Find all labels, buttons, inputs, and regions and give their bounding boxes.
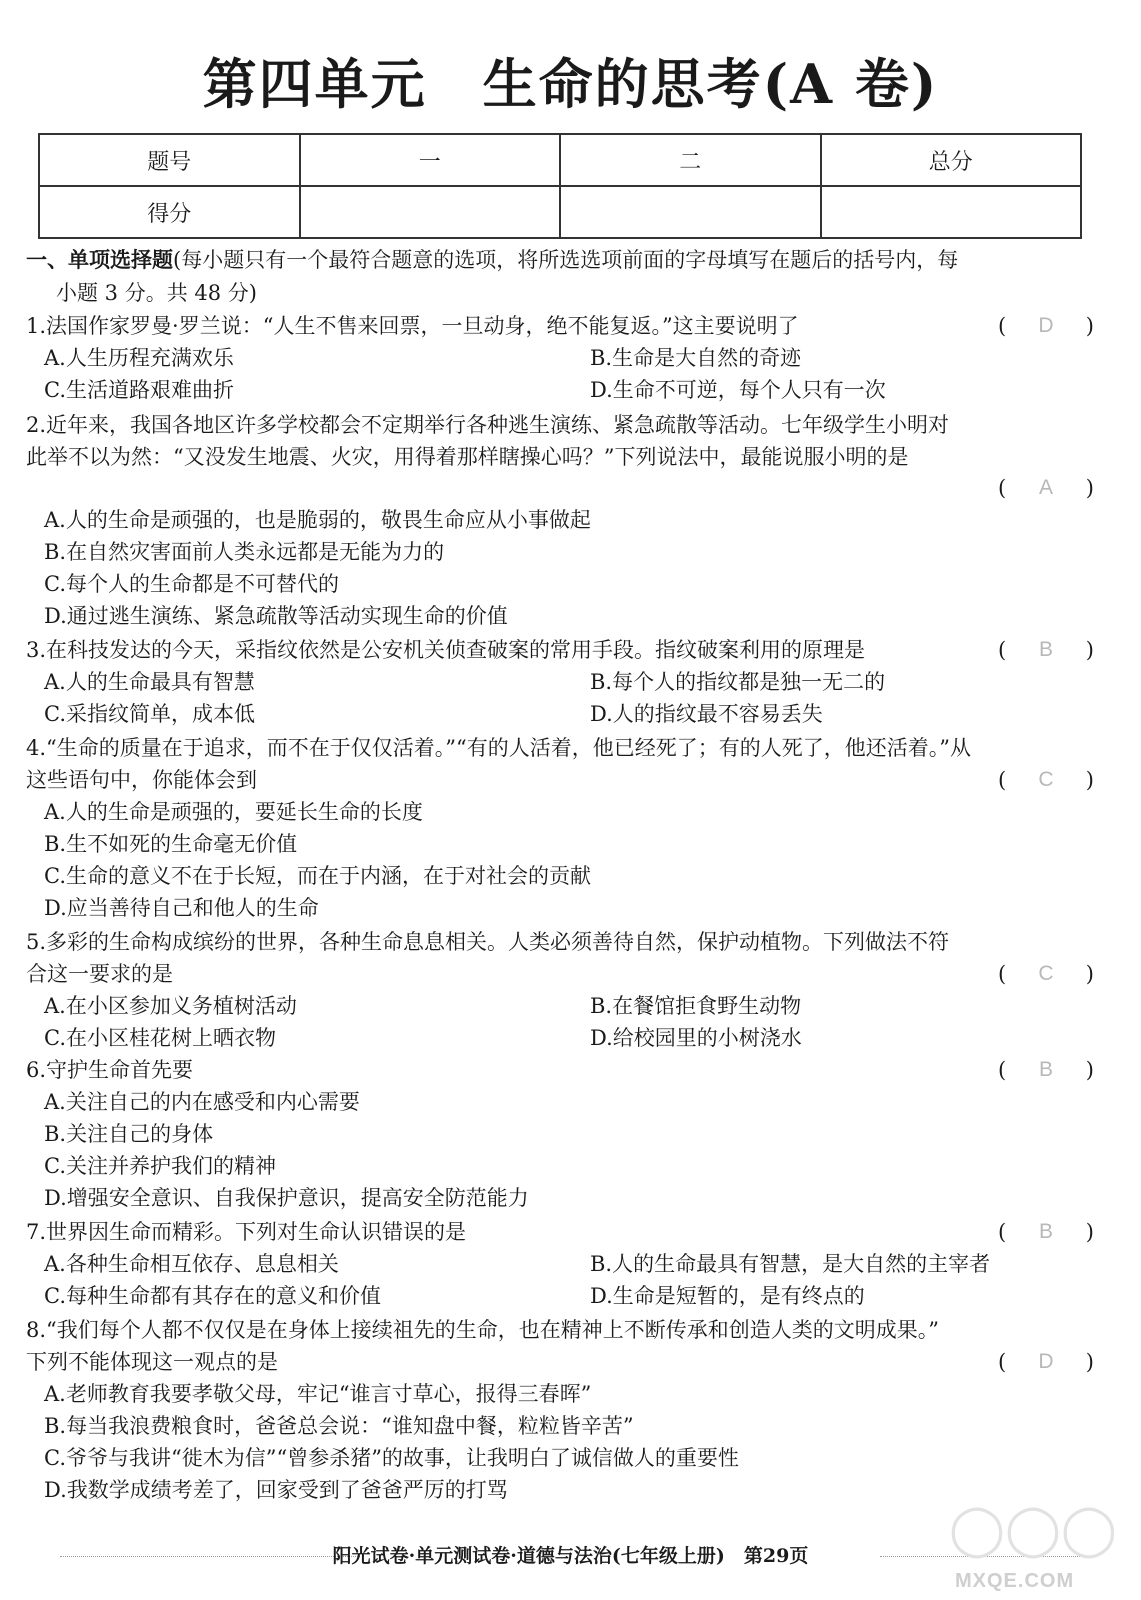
question-stem: 这些语句中，你能体会到 <box>26 768 257 792</box>
answer-bracket <box>998 1348 1094 1376</box>
answer-option: A.老师教育我要孝敬父母，牢记“谁言寸草心，报得三春晖” <box>44 1382 592 1406</box>
answer-letter: D <box>1038 314 1054 337</box>
watermark-text: MXQE.COM <box>955 1570 1075 1592</box>
answer-option: D.生命不可逆，每个人只有一次 <box>590 378 886 402</box>
answer-option: C.每个人的生命都是不可替代的 <box>44 572 339 596</box>
score-table-row <box>39 186 1081 238</box>
answer-bracket <box>998 960 1094 988</box>
bracket-open: ( <box>998 962 1007 986</box>
answer-letter: C <box>1038 768 1054 791</box>
answer-option: D.增强安全意识、自我保护意识，提高安全防范能力 <box>44 1186 529 1210</box>
bracket-close: ) <box>1085 962 1094 986</box>
score-header-cell: 一 <box>300 134 561 186</box>
page-title: 第四单元 生命的思考(A 卷) <box>202 52 939 116</box>
bracket-close: ) <box>1085 1058 1094 1082</box>
answer-bracket <box>998 1056 1094 1084</box>
answer-option: C.生命的意义不在于长短，而在于内涵，在于对社会的贡献 <box>44 864 591 888</box>
question-stem: 5.多彩的生命构成缤纷的世界，各种生命息息相关。人类必须善待自然，保护动植物。下列做法不符 <box>26 930 950 954</box>
answer-option: D.应当善待自己和他人的生命 <box>44 896 319 920</box>
bracket-open: ( <box>998 638 1007 662</box>
answer-option: C.在小区桂花树上晒衣物 <box>44 1026 276 1050</box>
answer-option: A.在小区参加义务植树活动 <box>44 994 297 1018</box>
answer-bracket <box>998 636 1094 664</box>
bracket-close: ) <box>1085 768 1094 792</box>
answer-option: B.每个人的指纹都是独一无二的 <box>590 670 886 694</box>
answer-letter: B <box>1038 1220 1053 1243</box>
answer-option: C.采指纹简单，成本低 <box>44 702 255 726</box>
bracket-open: ( <box>998 314 1007 338</box>
answer-option: D.生命是短暂的，是有终点的 <box>590 1284 865 1308</box>
section-header <box>26 243 1116 310</box>
bracket-open: ( <box>998 768 1007 792</box>
bracket-close: ) <box>1085 1220 1094 1244</box>
bracket-open: ( <box>998 1058 1007 1082</box>
question-stem: 7.世界因生命而精彩。下列对生命认识错误的是 <box>26 1220 467 1244</box>
bracket-close: ) <box>1085 476 1094 500</box>
answer-option: B.每当我浪费粮食时，爸爸总会说：“谁知盘中餐，粒粒皆辛苦” <box>44 1414 634 1438</box>
bracket-open: ( <box>998 1350 1007 1374</box>
score-cell <box>821 186 1082 238</box>
bracket-open: ( <box>998 476 1007 500</box>
watermark-logo: ◯◯◯ <box>949 1500 1117 1558</box>
score-header-cell: 题号 <box>39 134 300 186</box>
answer-letter: C <box>1038 962 1054 985</box>
answer-option: A.关注自己的内在感受和内心需要 <box>44 1090 360 1114</box>
bracket-close: ) <box>1085 638 1094 662</box>
answer-option: C.每种生命都有其存在的意义和价值 <box>44 1284 381 1308</box>
score-cell <box>300 186 561 238</box>
answer-option: A.人生历程充满欢乐 <box>44 346 234 370</box>
section-instructions: (每小题只有一个最符合题意的选项，将所选选项前面的字母填写在题后的括号内，每 <box>173 248 959 272</box>
score-row-label: 得分 <box>39 186 300 238</box>
score-header-cell: 总分 <box>821 134 1082 186</box>
question-stem: 1.法国作家罗曼·罗兰说：“人生不售来回票，一旦动身，绝不能复返。”这主要说明了 <box>26 314 799 338</box>
bracket-close: ) <box>1085 1350 1094 1374</box>
score-table-header-row <box>39 134 1081 186</box>
answer-letter: B <box>1038 638 1053 661</box>
answer-option: D.给校园里的小树浇水 <box>590 1026 802 1050</box>
answer-option: C.爷爷与我讲“徙木为信”“曾参杀猪”的故事，让我明白了诚信做人的重要性 <box>44 1446 739 1470</box>
answer-option: B.在餐馆拒食野生动物 <box>590 994 802 1018</box>
answer-option: A.人的生命最具有智慧 <box>44 670 255 694</box>
answer-bracket <box>998 312 1094 340</box>
question-stem: 3.在科技发达的今天，采指纹依然是公安机关侦查破案的常用手段。指纹破案利用的原理是 <box>26 638 866 662</box>
bracket-open: ( <box>998 1220 1007 1244</box>
bracket-close: ) <box>1085 314 1094 338</box>
footer-text: 阳光试卷·单元测试卷·道德与法治(七年级上册) 第29页 <box>332 1545 809 1567</box>
answer-option: D.通过逃生演练、紧急疏散等活动实现生命的价值 <box>44 604 508 628</box>
answer-option: D.人的指纹最不容易丢失 <box>590 702 823 726</box>
answer-letter: B <box>1038 1058 1053 1081</box>
answer-option: B.关注自己的身体 <box>44 1122 214 1146</box>
answer-option: C.关注并养护我们的精神 <box>44 1154 276 1178</box>
answer-option: A.各种生命相互依存、息息相关 <box>44 1252 339 1276</box>
question-stem: 合这一要求的是 <box>26 962 173 986</box>
answer-option: C.生活道路艰难曲折 <box>44 378 234 402</box>
answer-option: A.人的生命是顽强的，要延长生命的长度 <box>44 800 423 824</box>
answer-letter: D <box>1038 1350 1054 1373</box>
answer-bracket <box>998 766 1094 794</box>
answer-option: B.生不如死的生命毫无价值 <box>44 832 298 856</box>
question-stem: 4.“生命的质量在于追求，而不在于仅仅活着。”“有的人活着，他已经死了；有的人死了，他还活着。”从 <box>26 736 971 760</box>
answer-option: B.生命是大自然的奇迹 <box>590 346 802 370</box>
question-stem: 8.“我们每个人都不仅仅是在身体上接续祖先的生命，也在精神上不断传承和创造人类的文明成果。” <box>26 1318 940 1342</box>
score-table <box>38 133 1082 239</box>
watermark <box>935 1494 1135 1594</box>
question-stem: 下列不能体现这一观点的是 <box>26 1350 278 1374</box>
answer-bracket <box>998 474 1094 502</box>
answer-option: D.我数学成绩考差了，回家受到了爸爸严厉的打骂 <box>44 1478 508 1502</box>
question-stem: 2.近年来，我国各地区许多学校都会不定期举行各种逃生演练、紧急疏散等活动。七年级学生小明对 <box>26 413 950 437</box>
answer-bracket <box>998 1218 1094 1246</box>
score-header-cell: 二 <box>560 134 821 186</box>
question-stem: 6.守护生命首先要 <box>26 1058 194 1082</box>
answer-option: A.人的生命是顽强的，也是脆弱的，敬畏生命应从小事做起 <box>44 508 591 532</box>
question-stem: 此举不以为然：“又没发生地震、火灾，用得着那样瞎操心吗？”下列说法中，最能说服小明的是 <box>26 445 909 469</box>
answer-option: B.在自然灾害面前人类永远都是无能为力的 <box>44 540 445 564</box>
answer-option: B.人的生命最具有智慧，是大自然的主宰者 <box>590 1252 991 1276</box>
section-title: 一、单项选择题 <box>26 247 173 272</box>
answer-letter: A <box>1038 476 1053 499</box>
section-instructions-cont: 小题 3 分。共 48 分) <box>56 281 257 305</box>
score-cell <box>560 186 821 238</box>
